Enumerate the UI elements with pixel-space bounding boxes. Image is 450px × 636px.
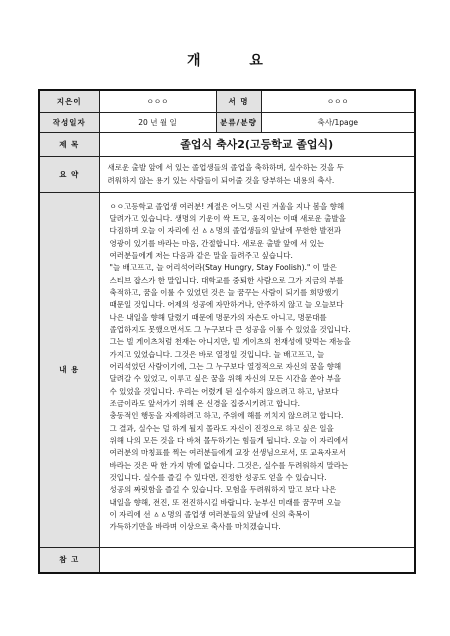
content-line: 달려가고 있습니다. 생명의 기운이 싹 트고, 움직이는 이때 새로운 출발을 (109, 213, 346, 223)
content-label: 내 용 (39, 192, 99, 547)
summary-line: 새로운 출발 앞에 서 있는 졸업생들의 졸업을 축하하며, 실수하는 것을 두 (107, 163, 344, 172)
content-line: 내일을 향해, 전진, 또 전진하시길 바랍니다. 눈부신 미래를 꿈꾸며 오늘 (109, 497, 341, 507)
page-title: 개 요 (187, 53, 285, 69)
content-line: 그 결과, 실수는 덜 하게 될지 몰라도 자신이 진정으로 하고 싶은 일을 (109, 423, 334, 433)
content-line: ㅇㅇ고등학교 졸업생 여러분! 계절은 어느덧 시린 겨울을 지나 봄을 향해 (109, 201, 345, 211)
content-line: "늘 배고프고, 늘 어리석어라(Stay Hungry, Stay Foolish)." 이 말은 (109, 263, 337, 273)
reference-label: 참 고 (39, 547, 99, 573)
subject-value: 졸업식 축사2(고등학교 졸업식) (99, 132, 415, 156)
content-line: 어리석었던 사람이기에, 그는 그 누구보다 열정적으로 자신의 꿈을 향해 (109, 361, 342, 371)
content-line: 축적하고, 꿈을 이룰 수 있었던 것은 늘 꿈꾸는 사람이 되기를 희망했기 (109, 287, 339, 297)
category-value: 축사/1page (261, 112, 415, 132)
content-line: 여러분의 마칭표를 찍는 여러분들에게 교장 선생님으로서, 또 교육자로서 (109, 448, 346, 458)
reference-value (99, 547, 415, 573)
content-line: 가득하기만을 바라며 이상으로 축사를 마치겠습니다. (109, 522, 281, 532)
book-title-label: 서 명 (216, 90, 261, 112)
summary-line: 려워하지 않는 용기 있는 사람들이 되어줄 것을 당부하는 내용의 축사. (107, 176, 335, 185)
summary-label: 요 약 (39, 156, 99, 192)
content-line: 영광이 있기를 바라는 마음, 간절합니다. 새로운 출발 앞에 서 있는 (109, 238, 325, 248)
content-line: 위해 나의 모든 것을 다 바쳐 몰두하기는 힘들게 됩니다. 오늘 이 자리에서 (109, 436, 349, 446)
content-line: 것입니다. 실수를 즐길 수 있다면, 진정한 성공도 얻을 수 있습니다. (109, 473, 327, 483)
content-line: 수 있었을 것입니다. 우리는 어렸게 된 실수하지 않으려고 하고, 남보다 (109, 386, 339, 396)
date-value: 20 년 월 일 (99, 112, 216, 132)
category-label: 분류/분량 (216, 112, 261, 132)
content-line: 성공의 짜릿함을 즐길 수 있습니다. 모험을 두려워하지 말고 보다 나은 (109, 485, 337, 495)
content-line: 때문일 것입니다. 어제의 성공에 자만하거나, 안주하지 않고 늘 오늘보다 (109, 300, 344, 310)
content-line: 그는 빌 게이츠처럼 천재는 아니지만, 빌 게이츠의 천재성에 맞먹는 재능을 (109, 337, 351, 347)
content-line: 달려갈 수 있었고, 이루고 싶은 꿈을 위해 자신의 모든 시간을 쏟아 부을 (109, 374, 341, 384)
content-line: 졸업하지도 못했으면서도 그 누구보다 큰 성공을 이룰 수 있었을 것입니다. (109, 324, 351, 334)
content-line: 조금이라도 앞서가기 위해 온 신경을 집중시키려고 합니다. (109, 399, 301, 408)
author-value: ㅇㅇㅇ (99, 90, 216, 112)
summary-form (38, 89, 416, 574)
content-line: 여러분들에게 저는 다음과 같은 말을 들려주고 싶습니다. (109, 250, 293, 260)
author-label: 지은이 (39, 90, 99, 112)
content-body (99, 192, 415, 547)
content-line: 나은 내일을 향해 달렸기 때문에 명문가의 자손도 아니고, 명문대를 (109, 312, 327, 322)
summary-text (99, 156, 415, 192)
content-line: 바라는 것은 딱 한 가지 밖에 없습니다. 그것은, 실수를 두려워하지 말라는 (109, 460, 349, 470)
content-line: 다짐하며 오늘 이 자리에 선 ㅿㅿ명의 졸업생들의 앞날에 무한한 발전과 (109, 226, 342, 236)
book-title-value: ㅇㅇㅇ (261, 90, 415, 112)
content-line: 충동적인 행동을 자제하려고 하고, 주위에 해를 끼치지 않으려고 합니다. (109, 411, 344, 421)
subject-label: 제 목 (39, 132, 99, 156)
content-line: 가지고 있었습니다. 그것은 바로 열정일 것입니다. 늘 배고프고, 늘 (109, 349, 325, 359)
content-line: 스티브 잡스가 한 말입니다. 대학교를 중퇴한 사람으로 그가 지금의 부를 (109, 275, 344, 285)
content-line: 이 자리에 선 ㅿㅿ명의 졸업생 여러분들의 앞날에 신의 축복이 (109, 510, 310, 520)
date-label: 작성일자 (39, 112, 99, 132)
